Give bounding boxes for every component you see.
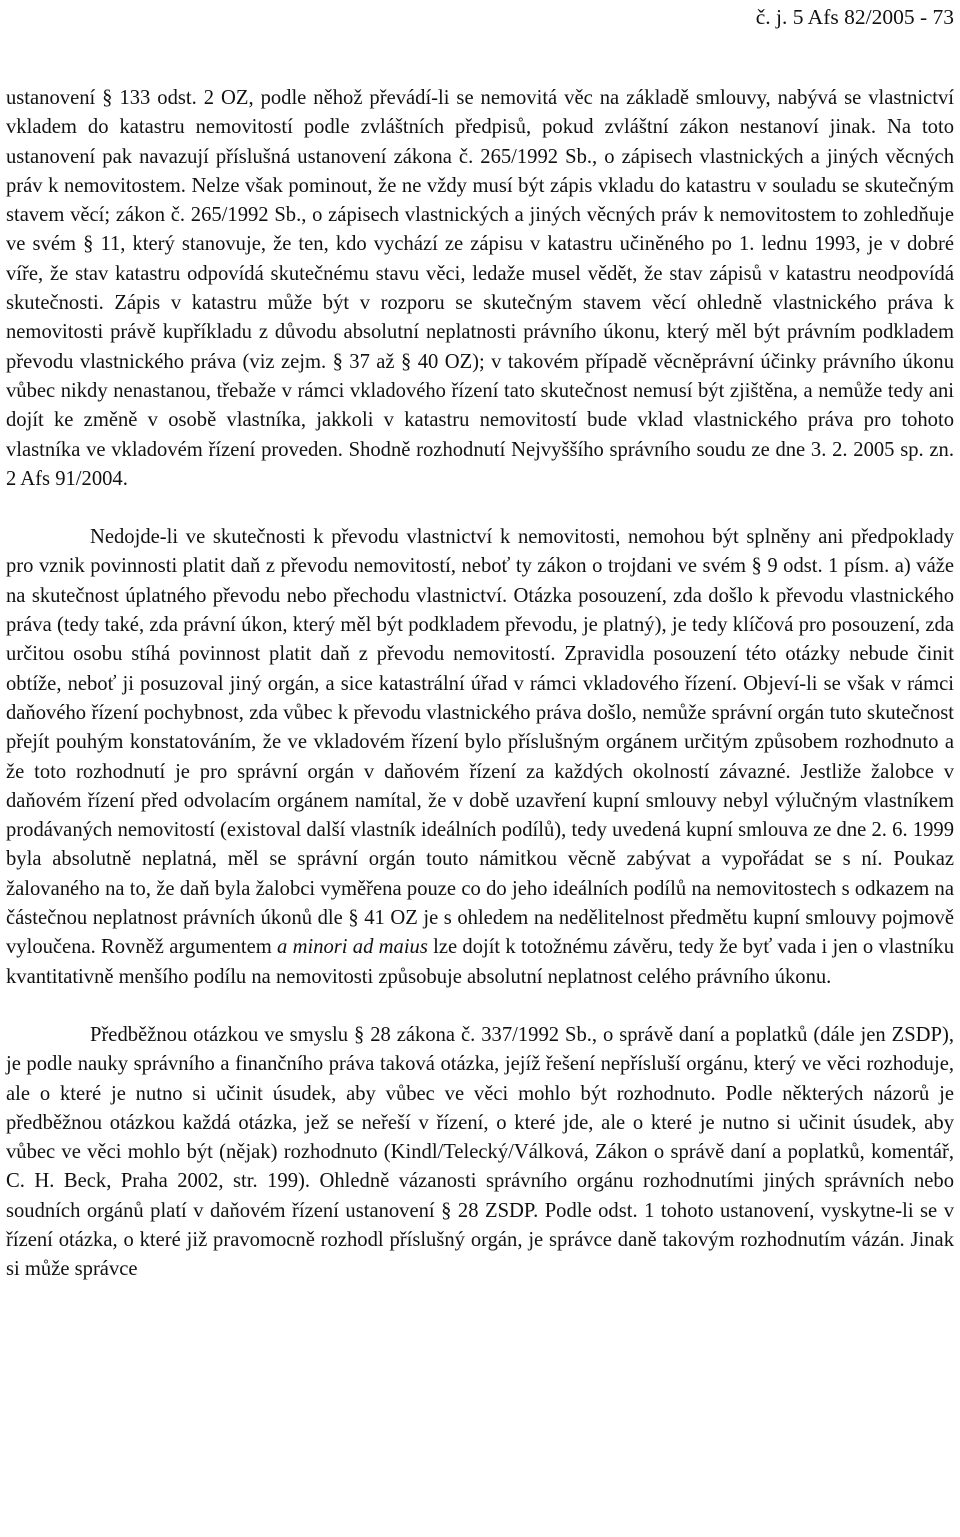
paragraph [6, 1021, 954, 1285]
latin-phrase: a minori ad maius [277, 936, 428, 959]
paragraph-text: lze dojít k totožnému závěru, tedy že byť vada i jen o vlastníku kvantitativně menšího podílu na nemovitosti způsobuje absolutní neplatnost celého právního úkonu. [6, 936, 954, 988]
paragraph-text: Nedojde-li ve skutečnosti k převodu vlastnictví k nemovitosti, nemohou být splněny ani předpoklady pro vznik povinnosti platit daň z převodu nemovitostí, neboť ty zákon o trojdani ve svém § 9 odst. 1 písm. a) váže na skutečnost úplatného převodu nebo přechodu vlastnictví. Otázka posouzení, zda došlo k převodu vlastnického práva (tedy také, zda právní úkon, který měl být podkladem převodu, je platný), je tedy klíčová pro posouzení, zda určitou osobu stíhá povinnost platit daň z převodu nemovitostí. Zpravidla posouzení této otázky nebude činit obtíže, neboť ji posuzoval jiný orgán, a sice katastrální úřad v rámci vkladového řízení. Objeví-li se však v rámci daňového řízení pochybnost, zda vůbec k převodu vlastnického práva došlo, nemůže správní orgán tuto skutečnost přejít pouhým konstatováním, že ve vkladovém řízení bylo příslušným orgánem určitým způsobem rozhodnuto a že toto rozhodnutí je pro správní orgán v daňovém řízení za každých okolností závazné. Jestliže žalobce v daňovém řízení před odvolacím orgánem namítal, že v době uzavření kupní smlouvy nebyl výlučným vlastníkem prodávaných nemovitostí (existoval další vlastník ideálních podílů), tedy uvedená kupní smlouva ze dne 2. 6. 1999 byla absolutně neplatná, měl se správní orgán touto námitkou věcně zabývat a vypořádat se s ní. Poukaz žalovaného na to, že daň byla žalobci vyměřena pouze co do jeho ideálních podílů na nemovitostech s odkazem na částečnou neplatnost právních úkonů dle § 41 OZ je s ohledem na nedělitelnost předmětu kupní smlouvy pojmově vyloučena. Rovněž argumentem [6, 526, 954, 959]
document-body [6, 84, 954, 1285]
paragraph-text: Předběžnou otázkou ve smyslu § 28 zákona č. 337/1992 Sb., o správě daní a poplatků (dále jen ZSDP), je podle nauky správního a finančního práva taková otázka, jejíž řešení nepřísluší orgánu, který ve věci rozhoduje, ale o které je nutno si učinit úsudek, aby vůbec ve věci mohlo být rozhodnuto. Podle některých názorů je předběžnou otázkou každá otázka, jež se neřeší v řízení, o které jde, ale o které je nutno si učinit úsudek, aby vůbec ve věci mohlo být (nějak) rozhodnuto (Kindl/Telecký/Válková, Zákon o správě daní a poplatků, komentář, C. H. Beck, Praha 2002, str. 199). Ohledně vázanosti správního orgánu rozhodnutími jiných správních nebo soudních orgánů platí v daňovém řízení ustanovení § 28 ZSDP. Podle odst. 1 tohoto ustanovení, vyskytne-li se v řízení otázka, o které již pravomocně rozhodl příslušný orgán, je správce daně takovým rozhodnutím vázán. Jinak si může správce [6, 1023, 954, 1281]
paragraph [6, 84, 954, 494]
case-reference: č. j. 5 Afs 82/2005 - 73 [755, 5, 954, 29]
paragraph [6, 523, 954, 992]
paragraph-text: ustanovení § 133 odst. 2 OZ, podle něhož převádí-li se nemovitá věc na základě smlouvy, nabývá se vlastnictví vkladem do katastru nemovitostí podle zvláštních předpisů, pokud zvláštní zákon nestanoví jinak. Na toto ustanovení pak navazují příslušná ustanovení zákona č. 265/1992 Sb., o zápisech vlastnických a jiných věcných práv k nemovitostem. Nelze však pominout, že ne vždy musí být zápis vkladu do katastru v souladu se skutečným stavem věcí; zákon č. 265/1992 Sb., o zápisech vlastnických a jiných věcných práv k nemovitostem to zohledňuje ve svém § 11, který stanovuje, že ten, kdo vychází ze zápisu v katastru učiněného po 1. lednu 1993, je v dobré víře, že stav katastru odpovídá skutečnému stavu věci, ledaže musel vědět, že stav zápisů v katastru neodpovídá skutečnosti. Zápis v katastru může být v rozporu se skutečným stavem věcí ohledně vlastnického práva k nemovitosti právě kupříkladu z důvodu absolutní neplatnosti právního úkonu, který měl být právním podkladem převodu vlastnického práva (viz zejm. § 37 až § 40 OZ); v takovém případě věcněprávní účinky právního úkonu vůbec nikdy nenastanou, třebaže v rámci vkladového řízení tato skutečnost nemusí být zjištěna, a nemůže tedy ani dojít ke změně v osobě vlastníka, jakkoli v katastru nemovitostí bude vklad vlastnického práva pro tohoto vlastníka ve vkladovém řízení proveden. Shodně rozhodnutí Nejvyššího správního soudu ze dne 3. 2. 2005 sp. zn. 2 Afs 91/2004. [6, 87, 954, 490]
